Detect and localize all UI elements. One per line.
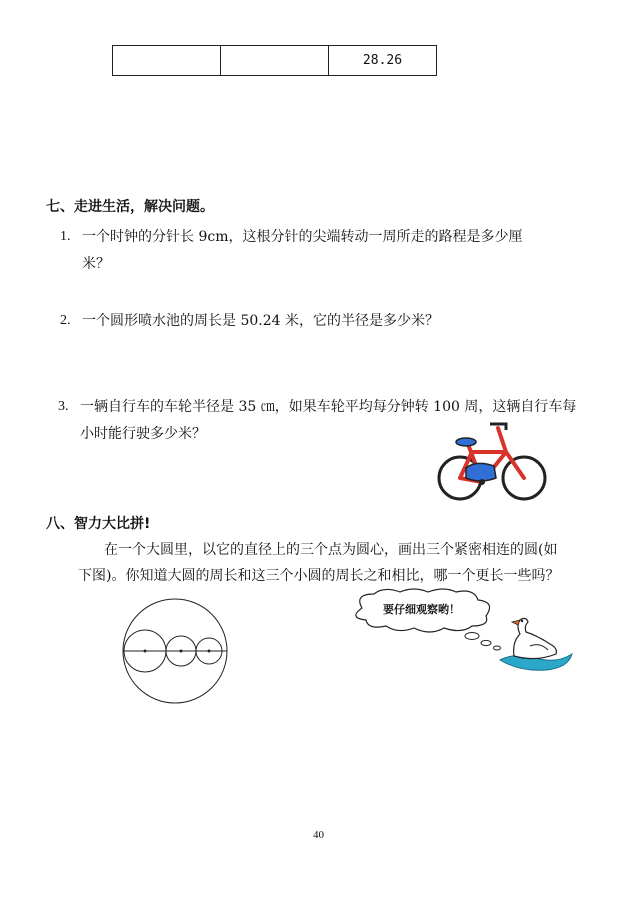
table-row [113, 46, 437, 76]
table-cell [221, 46, 329, 76]
question-1-line-1: 一个时钟的分针长 9cm，这根分针的尖端转动一周所走的路程是多少厘 [82, 229, 523, 245]
section-8-title: 八、智力大比拼! [46, 516, 151, 532]
question-1-line-2: 米？ [82, 256, 110, 272]
table-cell [113, 46, 221, 76]
swan-icon [496, 612, 576, 672]
table-cell: 28.26 [329, 46, 437, 76]
question-3-line-2: 小时能行驶多少米？ [80, 426, 206, 442]
circles-diagram [120, 596, 230, 706]
question-3-line-1: 一辆自行车的车轮半径是 35 ㎝，如果车轮平均每分钟转 100 周，这辆自行车每 [80, 399, 577, 415]
thought-bubble [344, 586, 508, 652]
bicycle-icon [436, 418, 548, 504]
bubble-text: 要仔细观察哟！ [383, 603, 460, 616]
question-1-number: 1. [60, 229, 71, 244]
question-2-number: 2. [60, 313, 71, 328]
question-2-line-1: 一个圆形喷水池的周长是 50.24 米，它的半径是多少米？ [82, 313, 439, 329]
answer-table [112, 45, 437, 76]
question-3-number: 3. [58, 399, 69, 414]
page-number: 40 [313, 829, 324, 841]
section-7-title: 七、走进生活，解决问题。 [46, 199, 214, 215]
section-8-line-1: 在一个大圆里，以它的直径上的三个点为圆心，画出三个紧密相连的圆(如 [104, 542, 558, 558]
section-8-line-2: 下图)。你知道大圆的周长和这三个小圆的周长之和相比，哪一个更长一些吗？ [78, 568, 560, 584]
